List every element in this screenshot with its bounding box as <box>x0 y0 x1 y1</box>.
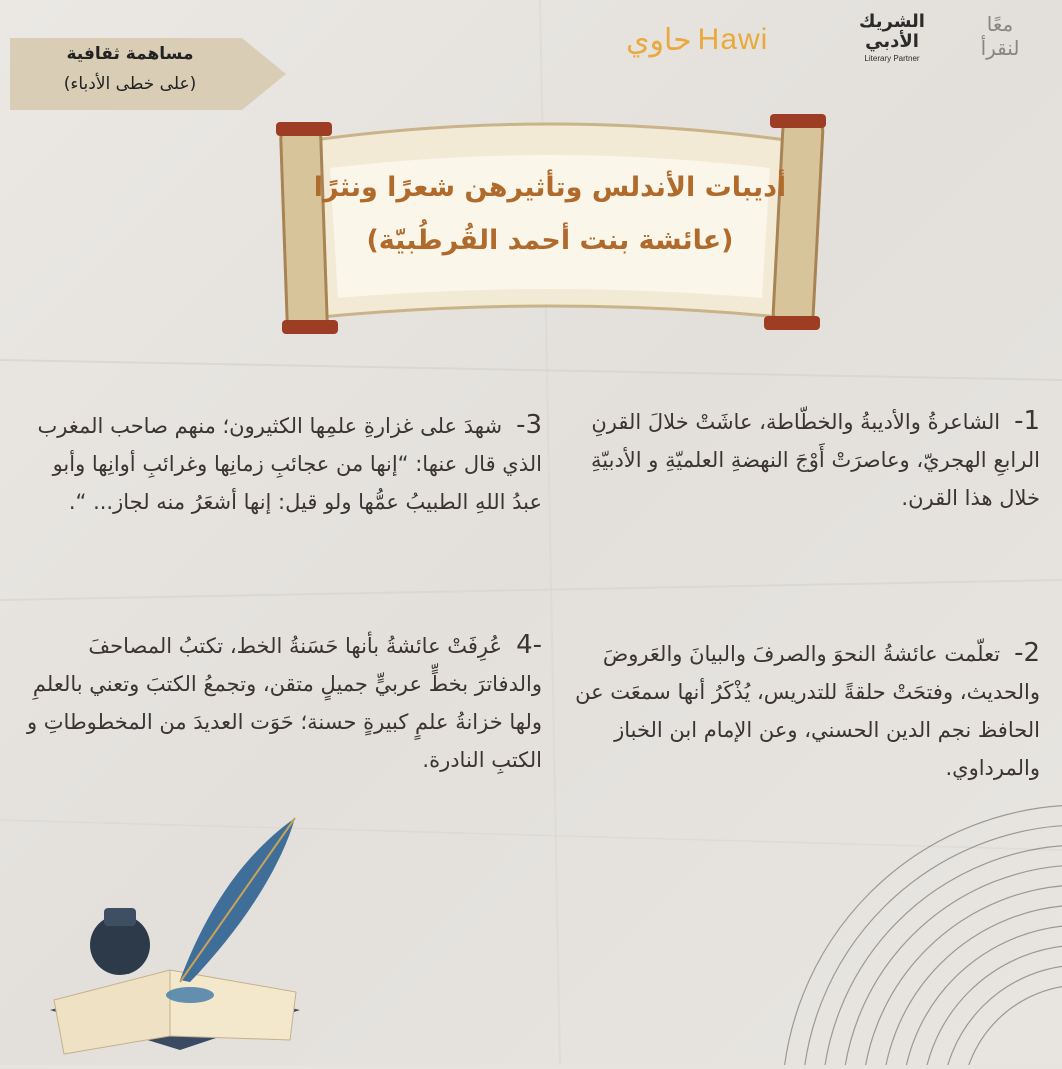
section-4-number: -4 <box>516 630 542 660</box>
maan-line2: لنقرأ <box>980 36 1020 60</box>
section-1-text: الشاعرةُ والأديبةُ والخطّاطة، عاشَتْ خلالَ القرنِ الرابعِ الهجريّ، وعاصرَتْ أَوْجَ النهضةِ العلميّةِ و الأدبيّةِ خلال هذا القرن. <box>591 410 1040 510</box>
hawi-logo-english: Hawi <box>697 23 769 56</box>
section-2-text: تعلّمت عائشةُ النحوَ والصرفَ والبيانَ والعَروضَ والحديث، وفتحَتْ حلقةً للتدريس، يُذْكَرُ أنها سمعَت عن الحافظ نجم الدين الحسني، وعن الإمام ابن الخباز والمرداوي. <box>575 642 1040 780</box>
hawi-logo <box>626 18 768 62</box>
hawi-logo-arabic: حاوي <box>626 22 692 58</box>
maan-line1: معًا <box>986 12 1014 36</box>
badge-subtitle: (على خطى الأدباء) <box>63 74 197 94</box>
section-2-number: 2- <box>1014 638 1040 668</box>
page-subtitle: (عائشة بنت أحمد القُرطُبيّة) <box>366 225 734 256</box>
literary-partner-logo <box>852 12 932 63</box>
scroll-title <box>310 160 790 266</box>
section-1 <box>570 402 1040 517</box>
decorative-arcs <box>662 705 1062 1065</box>
partner-english: Literary Partner <box>864 54 920 63</box>
section-4-text: عُرِفَتْ عائشةُ بأنها حَسَنةُ الخط، تكتبُ المصاحفَ والدفاترَ بخطٍّ عربيٍّ جميلٍ متقن، وتجمعُ الكتبَ وتعني بالعلمِ ولها خزانةُ علمٍ كبيرةٍ حسنة؛ حَوَت العديدَ من المخطوطاتِ و الكتبِ النادرة. <box>26 634 542 772</box>
partner-line1: الشريك <box>859 11 925 32</box>
partner-line2: الأدبي <box>865 31 919 52</box>
section-4 <box>22 626 542 779</box>
book-quill-illustration <box>40 810 320 1060</box>
title-scroll <box>270 108 830 340</box>
section-3 <box>22 406 542 521</box>
section-3-number: 3- <box>516 410 542 440</box>
badge-title: مساهمة ثقافية <box>66 44 194 64</box>
cultural-contribution-badge <box>10 38 286 110</box>
logo-row <box>620 8 1050 68</box>
maan-nakraa-logo <box>960 12 1040 60</box>
section-1-number: 1- <box>1014 406 1040 436</box>
section-3-text: شهدَ على غزارةِ علمِها الكثيرون؛ منهم صاحب المغرب الذي قال عنها: “إنها من عجائبِ زمانِها وغرائبِ أوانِها وأبو عبدُ اللهِ الطبيبُ عمُّها ولو قيل: إنها أشعَرُ منه لجاز... “. <box>37 414 542 514</box>
page-title: أديبات الأندلس وتأثيرهن شعرًا ونثرًا <box>313 172 787 203</box>
